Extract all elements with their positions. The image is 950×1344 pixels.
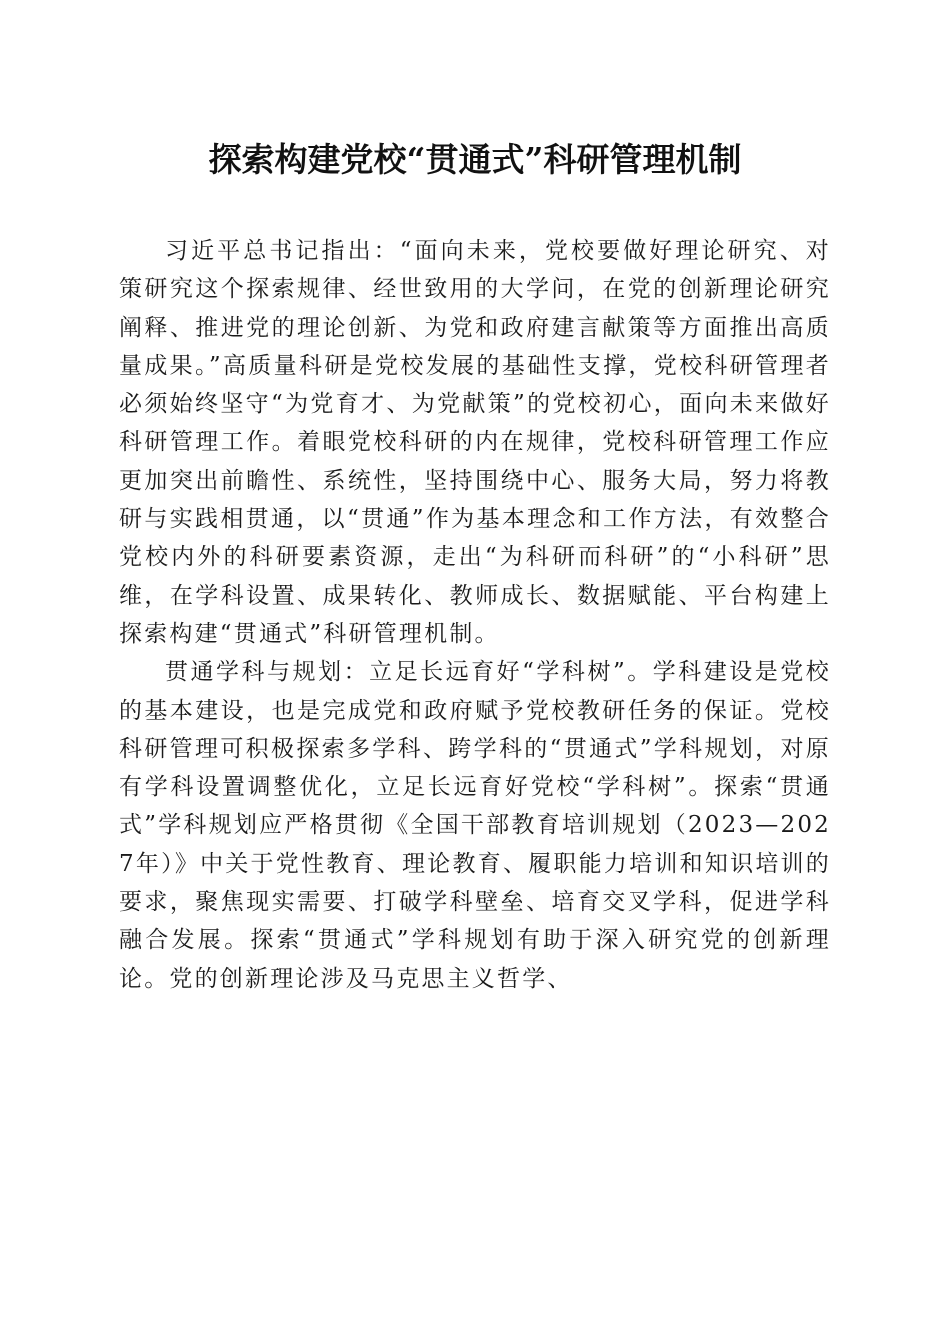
document-body <box>119 232 831 998</box>
paragraph: 习近平总书记指出：“面向未来，党校要做好理论研究、对策研究这个探索规律、经世致用的大学问，在党的创新理论研究阐释、推进党的理论创新、为党和政府建言献策等方面推出高质量成果。”高质量科研是党校发展的基础性支撑，党校科研管理者必须始终坚守“为党育才、为党献策”的党校初心，面向未来做好科研管理工作。着眼党校科研的内在规律，党校科研管理工作应更加突出前瞻性、系统性，坚持围绕中心、服务大局，努力将教研与实践相贯通，以“贯通”作为基本理念和工作方法，有效整合党校内外的科研要素资源，走出“为科研而科研”的“小科研”思维，在学科设置、成果转化、教师成长、数据赋能、平台构建上探索构建“贯通式”科研管理机制。 <box>119 238 831 647</box>
paragraph: 贯通学科与规划：立足长远育好“学科树”。学科建设是党校的基本建设，也是完成党和政府赋予党校教研任务的保证。党校科研管理可积极探索多学科、跨学科的“贯通式”学科规划，对原有学科设置调整优化，立足长远育好党校“学科树”。探索“贯通式”学科规划应严格贯彻《全国干部教育培训规划（2023—2027年）》中关于党性教育、理论教育、履职能力培训和知识培训的要求，聚焦现实需要、打破学科壁垒、培育交叉学科，促进学科融合发展。探索“贯通式”学科规划有助于深入研究党的创新理论。党的创新理论涉及马克思主义哲学、 <box>119 659 831 992</box>
document-title: 探索构建党校“贯通式”科研管理机制 <box>208 140 742 179</box>
